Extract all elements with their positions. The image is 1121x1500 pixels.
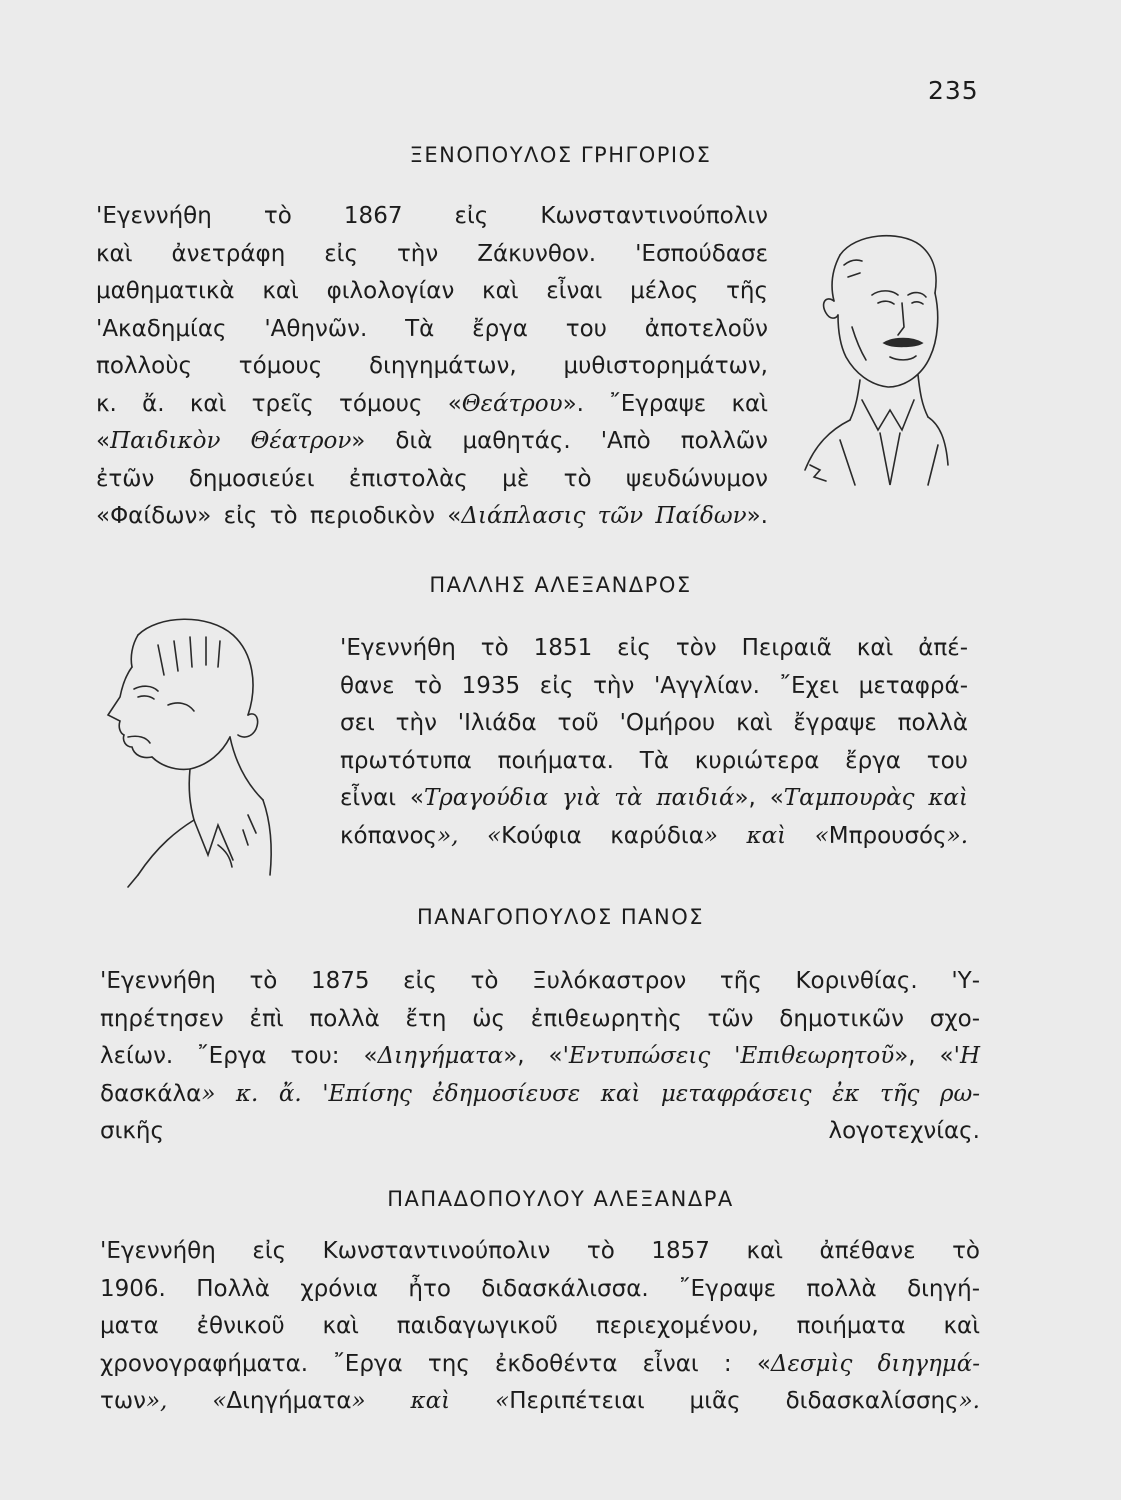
entry-text-panagopoulos: [100, 963, 980, 1151]
text-segment: ». ῎Εγραψε καὶ: [562, 390, 768, 417]
italic-title: Διάπλασις τῶν Παίδων: [461, 503, 747, 529]
text-segment: ἐτῶν δημοσιεύει ἐπιστολὰς μὲ τὸ ψευδώνυμον: [96, 465, 768, 492]
text-segment: Μπρουσός: [828, 822, 947, 849]
text-line: [100, 1233, 980, 1271]
text-segment: των: [100, 1388, 146, 1414]
text-segment: χρονογραφήματα. ῎Εργα της ἐκδοθέντα εἶναι : «: [100, 1350, 771, 1377]
text-segment: Διηγήματα: [226, 1388, 352, 1414]
text-segment: θανε τὸ 1935 εἰς τὴν 'Αγγλίαν. ῎Εχει μεταφρά-: [340, 672, 968, 699]
italic-title: Δεσμὶς διηγημά-: [770, 1350, 981, 1377]
italic-title: ».: [958, 1388, 980, 1414]
italic-title: », «: [145, 1388, 227, 1414]
text-line: [100, 1001, 980, 1039]
page-number: 235: [928, 76, 979, 105]
text-segment: » διὰ μαθητάς. 'Απὸ πολλῶν: [351, 428, 768, 454]
portrait-xenopoulos: [800, 215, 950, 495]
text-line: [340, 818, 968, 856]
entry-text-pallis: [340, 630, 968, 855]
italic-title: Διηγήματα: [377, 1043, 504, 1069]
text-segment: 'Εγεννήθη τὸ 1875 εἰς τὸ Ξυλόκαστρον τῆς Κορινθίας. 'Υ-: [100, 968, 980, 994]
text-line: [100, 1076, 980, 1114]
text-segment: », «: [503, 1043, 563, 1069]
text-line: [96, 311, 768, 349]
text-segment: σει τὴν 'Ιλιάδα τοῦ 'Ομήρου καὶ ἔγραψε πολλὰ: [340, 710, 968, 736]
text-segment: 'Εγεννήθη εἰς Κωνσταντινούπολιν τὸ 1857 καὶ ἀπέθανε τὸ: [100, 1238, 980, 1264]
text-segment: », «: [894, 1043, 954, 1069]
text-line: [100, 1113, 980, 1151]
text-line: [340, 630, 968, 668]
text-line: [96, 348, 768, 386]
entry-text-papadopoulou: [100, 1233, 980, 1421]
italic-title: 'Η: [953, 1043, 981, 1069]
text-segment: μαθηματικὰ καὶ φιλολογίαν καὶ εἶναι μέλος τῆς: [96, 278, 768, 304]
text-segment: 'Εγεννήθη τὸ 1851 εἰς τὸν Πειραιᾶ καὶ ἀπέ-: [340, 635, 968, 661]
text-segment: ».: [746, 503, 768, 529]
italic-title: » καὶ «: [703, 822, 829, 849]
text-segment: πολλοὺς τόμους διηγημάτων, μυθιστορημάτων,: [96, 353, 768, 379]
italic-title: » κ. ἄ. 'Επίσης ἐδημοσίευσε καὶ μεταφράσεις ἐκ τῆς ρω-: [201, 1080, 980, 1107]
italic-title: », «: [437, 822, 502, 849]
text-segment: 'Ακαδημίας 'Αθηνῶν. Τὰ ἔργα του ἀποτελοῦν: [96, 315, 768, 342]
text-segment: πηρέτησεν ἐπὶ πολλὰ ἔτη ὡς ἐπιθεωρητὴς τῶν δημοτικῶν σχο-: [100, 1005, 980, 1032]
text-line: [100, 1308, 980, 1346]
portrait-pallis: [98, 605, 278, 890]
text-line: [96, 461, 768, 499]
text-segment: «: [96, 428, 111, 454]
text-line: [100, 1383, 980, 1421]
text-segment: καὶ ἀνετράφη εἰς τὴν Ζάκυνθον. 'Εσπούδασε: [96, 240, 768, 267]
text-segment: 'Εγεννήθη τὸ 1867 εἰς Κωνσταντινούπολιν: [96, 203, 768, 229]
text-segment: κ. ἄ. καὶ τρεῖς τόμους «: [96, 390, 462, 417]
text-line: [96, 198, 768, 236]
text-segment: », «: [734, 785, 784, 811]
text-line: [96, 498, 768, 536]
text-line: [340, 780, 968, 818]
italic-title: Τραγούδια γιὰ τὰ παιδιά: [423, 785, 735, 811]
text-line: [340, 705, 968, 743]
entry-heading-xenopoulos: ΞΕΝΟΠΟΥΛΟΣ ΓΡΗΓΟΡΙΟΣ: [409, 143, 712, 167]
text-line: [100, 963, 980, 1001]
text-line: [96, 273, 768, 311]
text-segment: «Φαίδων» εἰς τὸ περιοδικὸν «: [96, 503, 462, 529]
text-line: [100, 1346, 980, 1384]
entry-text-xenopoulos: [96, 198, 768, 536]
text-line: [340, 743, 968, 781]
text-segment: σικῆς λογοτεχνίας.: [100, 1118, 980, 1144]
text-segment: εἶναι «: [340, 785, 424, 811]
italic-title: Ταμπουρὰς καὶ: [783, 785, 968, 811]
text-segment: ματα ἐθνικοῦ καὶ παιδαγωγικοῦ περιεχομένου, ποιήματα καὶ: [100, 1313, 980, 1339]
text-segment: Κούφια καρύδια: [501, 822, 704, 849]
entry-heading-papadopoulou: ΠΑΠΑΔΟΠΟΥΛΟΥ ΑΛΕΞΑΝΔΡΑ: [387, 1187, 734, 1211]
text-line: [96, 423, 768, 461]
text-line: [340, 668, 968, 706]
italic-title: Παιδικὸν Θέατρον: [110, 428, 352, 454]
text-segment: 1906. Πολλὰ χρόνια ἦτο διδασκάλισσα. ῎Εγραψε πολλὰ διηγή-: [100, 1275, 980, 1302]
italic-title: Θεάτρου: [461, 390, 563, 417]
text-segment: δασκάλα: [100, 1080, 202, 1107]
italic-title: 'Εντυπώσεις 'Επιθεωρητοῦ: [562, 1043, 895, 1069]
entry-heading-panagopoulos: ΠΑΝΑΓΟΠΟΥΛΟΣ ΠΑΝΟΣ: [416, 905, 705, 929]
text-segment: λείων. ῎Εργα του: «: [100, 1043, 378, 1069]
text-segment: κόπανος: [340, 822, 438, 849]
italic-title: ».: [946, 822, 969, 849]
text-segment: Περιπέτειαι μιᾶς διδασκαλίσσης: [509, 1388, 959, 1414]
text-line: [100, 1271, 980, 1309]
text-line: [96, 236, 768, 274]
entry-heading-pallis: ΠΑΛΛΗΣ ΑΛΕΞΑΝΔΡΟΣ: [429, 573, 692, 597]
text-line: [96, 386, 768, 424]
italic-title: » καὶ «: [351, 1388, 510, 1414]
text-line: [100, 1038, 980, 1076]
text-segment: πρωτότυπα ποιήματα. Τὰ κυριώτερα ἔργα του: [340, 747, 968, 774]
